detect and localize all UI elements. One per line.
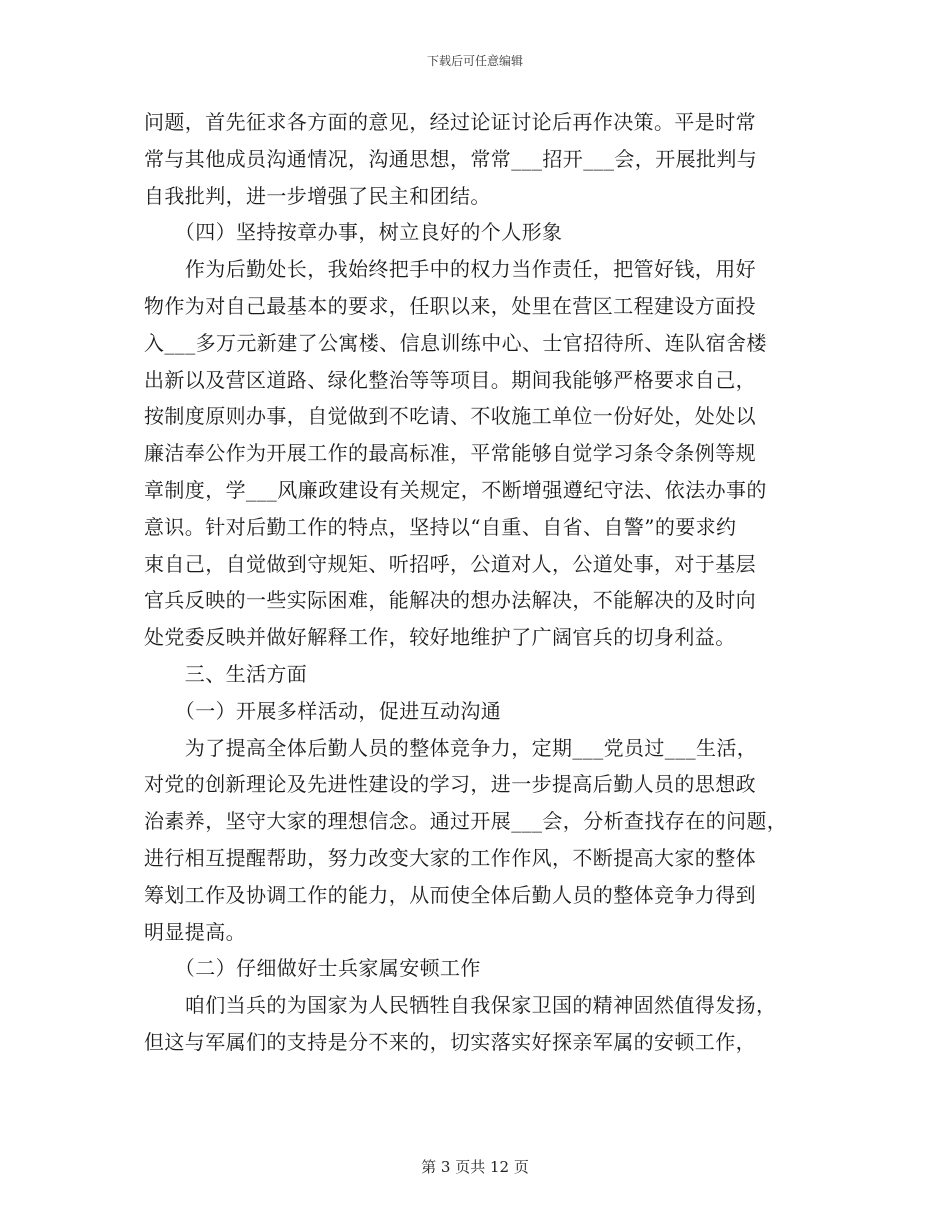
text-line: 物作为对自己最基本的要求，任职以来，处里在营区工程建设方面投 [144,293,756,318]
text-line: 处党委反映并做好解释工作，较好地维护了广阔官兵的切身利益。 [144,625,736,650]
section-heading: （一）开展多样活动，促进互动沟通 [144,698,502,723]
text-line: 官兵反映的一些实际困难，能解决的想办法解决，不能解决的及时向 [144,588,756,613]
page-number: 第 3 页共 12 页 [421,1158,529,1176]
text-line: 自我批判，进一步增强了民主和团结。 [144,183,491,208]
page-header: 下载后可任意编辑 [426,54,523,68]
text-line: 治素养，坚守大家的理想信念。通过开展___会，分析查找存在的问题， [144,809,788,834]
text-line: 筹划工作及协调工作的能力，从而使全体后勤人员的整体竞争力得到 [144,882,756,907]
text-line: 意识。针对后勤工作的特点，坚持以“自重、自省、自警”的要求约 [144,514,737,539]
text-line: 进行相互提醒帮助，努力改变大家的工作作风，不断提高大家的整体 [144,845,756,870]
text-line: 但这与军属们的支持是分不来的，切实落实好探亲军属的安顿工作， [144,1029,756,1054]
text-line: 入___多万元新建了公寓楼、信息训练中心、士官招待所、连队宿舍楼 [144,330,767,355]
section-heading: （二）仔细做好士兵家属安顿工作 [144,956,481,981]
text-line: 束自己，自觉做到守规矩、听招呼，公道对人，公道处事，对于基层 [144,551,756,576]
text-line: 作为后勤处长，我始终把手中的权力当作责任，把管好钱，用好 [144,257,756,282]
text-line: 对党的创新理论及先进性建设的学习，进一步提高后勤人员的思想政 [144,772,756,797]
text-line: 章制度，学___风廉政建设有关规定，不断增强遵纪守法、依法办事的 [144,477,767,502]
text-line: 问题，首先征求各方面的意见，经过论证讨论后再作决策。平是时常 [144,110,756,134]
text-line: 常与其他成员沟通情况，沟通思想，常常___招开___会，开展批判与 [144,146,758,171]
text-line: 咱们当兵的为国家为人民牺牲自我保家卫国的精神固然值得发扬， [144,993,777,1018]
text-line: 出新以及营区道路、绿化整治等等项目。期间我能够严格要求自己， [144,367,756,392]
section-heading: （四）坚持按章办事，树立良好的个人形象 [144,220,563,245]
text-line: 廉洁奉公作为开展工作的最高标准，平常能够自觉学习条令条例等规 [144,441,756,466]
text-line: 明显提高。 [144,919,246,944]
text-line: 按制度原则办事，自觉做到不吃请、不收施工单位一份好处，处处以 [144,404,756,429]
section-heading: 三、生活方面 [144,661,308,686]
text-line: 为了提高全体后勤人员的整体竞争力，定期___党员过___生活， [144,735,758,760]
document-body [144,104,812,1061]
